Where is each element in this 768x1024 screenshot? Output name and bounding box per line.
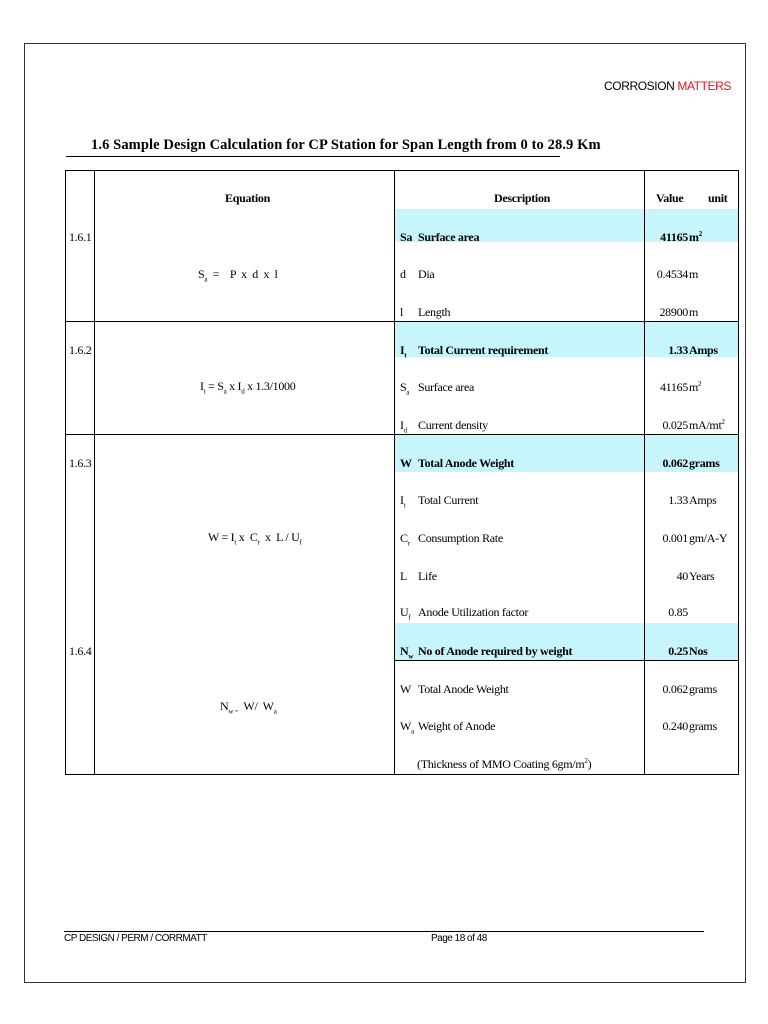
row-description: Dia [418, 267, 435, 281]
symbol-main: C [400, 531, 408, 545]
symbol-sub: f [408, 613, 411, 622]
eq-1-6-1-part: S [198, 267, 205, 281]
table-border-top [65, 170, 739, 171]
unit-main: mA/mt [689, 418, 722, 432]
eq-1-6-3-s1: t [234, 538, 237, 547]
symbol-main: I [400, 343, 405, 357]
unit-main: Amps [689, 493, 717, 507]
row-symbol [400, 531, 410, 548]
row-symbol [400, 267, 406, 281]
eq-1-6-4-p2: W/ W [238, 699, 274, 713]
row-description: Anode Utilization factor [418, 605, 529, 619]
note-p2: ) [587, 757, 592, 771]
row-symbol [400, 230, 412, 244]
symbol-main: Sa [400, 230, 413, 244]
row-unit [689, 305, 698, 319]
unit-sup: 2 [698, 230, 702, 238]
row-description: Length [418, 305, 451, 319]
unit-main: Years [689, 569, 715, 583]
eq-1-6-3-p3: x L / U [259, 530, 300, 544]
eq-1-6-2-p1: I [200, 379, 204, 393]
symbol-sub: a [406, 388, 410, 397]
unit-main: grams [689, 456, 720, 470]
row-value: 0.062 [662, 682, 688, 696]
row-description: Current density [418, 418, 488, 432]
row-unit [689, 456, 720, 470]
brand-matters: MATTERS [677, 79, 731, 93]
row-value: 0.025 [662, 418, 688, 432]
unit-main: grams [689, 682, 717, 696]
unit-main: m [689, 305, 699, 319]
row-unit [689, 230, 702, 244]
row-unit [689, 418, 725, 432]
row-symbol [400, 343, 407, 360]
row-unit [689, 493, 716, 507]
symbol-sub: w [408, 652, 414, 661]
row-symbol [400, 682, 411, 696]
table-row-sep-3 [394, 660, 739, 661]
row-description: Consumption Rate [418, 531, 503, 545]
row-value: 0.4534 [656, 267, 688, 281]
row-description: Total Anode Weight [418, 682, 509, 696]
row-unit [689, 569, 714, 583]
symbol-sub: r [407, 539, 410, 548]
symbol-main: l [400, 305, 404, 319]
header-value: Value [656, 191, 684, 205]
mmo-coating-note [417, 757, 591, 771]
row-unit [689, 380, 701, 394]
eq-1-6-3-s3: f [299, 538, 302, 547]
symbol-main: W [400, 719, 412, 733]
eq-1-6-2-s3: d [241, 387, 245, 396]
brand-corrosion: CORROSION [604, 79, 678, 93]
unit-main: Nos [689, 644, 708, 658]
row-symbol [400, 380, 410, 397]
symbol-sub: d [403, 426, 407, 435]
row-symbol [400, 493, 406, 510]
row-value: 28900 [659, 305, 688, 319]
section-number-1-6-3: 1.6.3 [69, 456, 92, 470]
eq-1-6-4-s2: a [273, 707, 277, 716]
equation-1-6-4 [220, 699, 277, 716]
symbol-main: I [400, 493, 404, 507]
symbol-main: W [400, 456, 412, 470]
row-description: Total Current [418, 493, 479, 507]
symbol-main: W [400, 682, 412, 696]
symbol-sub: t [404, 351, 407, 360]
eq-1-6-2-p2: = S [205, 379, 224, 393]
row-unit [689, 267, 698, 281]
row-description: Weight of Anode [418, 719, 496, 733]
footer-doc-ref: CP DESIGN / PERM / CORRMATT [64, 933, 207, 944]
symbol-main: I [400, 418, 404, 432]
row-symbol [400, 456, 412, 470]
header-unit: unit [708, 191, 728, 205]
row-symbol [400, 719, 414, 736]
header-brand [604, 79, 731, 93]
symbol-main: L [400, 569, 408, 583]
section-number-1-6-2: 1.6.2 [69, 343, 92, 357]
row-value: 0.062 [662, 456, 688, 470]
eq-1-6-1-rest: = P x d x l [207, 267, 278, 281]
section-number-1-6-1: 1.6.1 [69, 230, 92, 244]
equation-1-6-1 [198, 267, 278, 284]
row-description: No of Anode required by weight [418, 644, 573, 658]
unit-main: gm/A-Y [689, 531, 728, 545]
row-unit [689, 682, 717, 696]
table-border-right [738, 170, 739, 775]
unit-sup: 2 [721, 418, 725, 426]
header-equation: Equation [225, 191, 270, 205]
eq-1-6-4-s1: w = [228, 707, 239, 716]
eq-1-6-2-p3: x I [226, 379, 242, 393]
row-unit [689, 343, 718, 357]
eq-1-6-3-p2: x C [236, 530, 258, 544]
unit-main: grams [689, 719, 717, 733]
unit-main: m [689, 230, 699, 244]
symbol-main: d [400, 267, 406, 281]
table-border-bottom [65, 774, 739, 775]
row-description: Life [418, 569, 437, 583]
equation-1-6-2 [200, 379, 296, 396]
symbol-main: N [400, 644, 409, 658]
symbol-main: S [400, 380, 407, 394]
row-symbol [400, 305, 403, 319]
equation-1-6-3 [208, 530, 302, 547]
unit-main: m [689, 380, 699, 394]
table-row-sep-1 [65, 321, 739, 322]
row-value: 40 [676, 569, 688, 583]
note-sup: 2 [584, 757, 588, 765]
row-description: Surface area [418, 380, 475, 394]
eq-1-6-1-sub: a [204, 275, 208, 284]
eq-1-6-4-p1: N [220, 699, 229, 713]
symbol-sub: a [411, 727, 414, 736]
table-divider-num [94, 170, 95, 775]
row-symbol [400, 605, 411, 622]
unit-main: m [689, 267, 699, 281]
row-unit [689, 644, 707, 658]
row-description: Total Anode Weight [418, 456, 514, 470]
row-unit [689, 719, 717, 733]
unit-sup: 2 [698, 380, 702, 388]
table-row-sep-2 [65, 434, 739, 435]
row-value: 1.33 [668, 493, 688, 507]
footer-rule [64, 931, 704, 932]
symbol-sub: t [403, 501, 406, 510]
row-value: 0.85 [668, 605, 688, 619]
calculation-table [65, 170, 739, 775]
eq-1-6-2-s2: a [223, 387, 227, 396]
row-value: 1.33 [668, 343, 688, 357]
eq-1-6-3-p1: W = I [208, 530, 235, 544]
unit-main: Amps [689, 343, 718, 357]
footer-page-number: Page 18 of 48 [431, 933, 487, 944]
row-symbol [400, 644, 414, 661]
eq-1-6-2-p4: x 1.3/1000 [244, 379, 296, 393]
symbol-main: U [400, 605, 409, 619]
row-value: 41165 [660, 230, 688, 244]
header-description: Description [494, 191, 551, 205]
note-p1: (Thickness of MMO Coating 6gm/m [417, 757, 585, 771]
section-number-1-6-4: 1.6.4 [69, 644, 92, 658]
section-title-underline [66, 156, 560, 157]
row-symbol [400, 569, 407, 583]
row-value: 0.001 [662, 531, 688, 545]
row-description: Surface area [418, 230, 480, 244]
table-divider-equation [394, 170, 395, 775]
row-value: 0.25 [668, 644, 688, 658]
row-value: 41165 [659, 380, 688, 394]
row-unit [689, 531, 727, 545]
row-description: Total Current requirement [418, 343, 549, 357]
row-symbol [400, 418, 407, 435]
row-value: 0.240 [662, 719, 688, 733]
eq-1-6-2-s1: t [203, 387, 206, 396]
table-border-left [65, 170, 66, 775]
eq-1-6-3-s2: r [257, 538, 260, 547]
section-title: 1.6 Sample Design Calculation for CP Station for Span Length from 0 to 28.9 Km [91, 137, 601, 153]
